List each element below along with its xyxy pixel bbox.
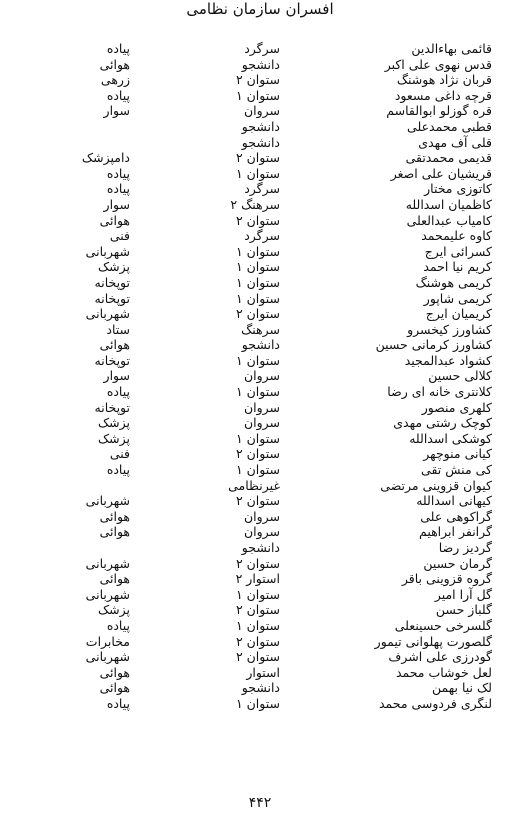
officer-rank: ستوان ۲ [235, 649, 280, 665]
officer-rank: سرگرد [244, 228, 280, 244]
roster-row [0, 400, 520, 416]
officer-name: کلهری منصور [421, 399, 492, 415]
officer-rank: ستوان ۱ [235, 274, 280, 290]
officer-rank: سروان [243, 103, 280, 119]
officer-name: گودرزی علی اشرف [388, 649, 492, 665]
officer-name: قائمی بهاءالدین [411, 41, 492, 56]
roster-row [0, 509, 520, 525]
officer-branch: پیاده [106, 462, 130, 478]
officer-branch: پزشک [97, 430, 130, 446]
officer-branch: شهربانی [85, 555, 130, 571]
roster-row [0, 696, 520, 712]
officer-rank: دانشجو [241, 56, 280, 72]
roster-row [0, 275, 520, 291]
officer-rank: ستوان ۱ [235, 695, 280, 711]
officer-branch: هوائی [99, 56, 130, 72]
roster-row [0, 103, 520, 119]
officer-rank: دانشجو [241, 134, 280, 150]
officer-rank: سروان [243, 524, 280, 540]
officer-name: کشاورز کیخسرو [407, 321, 492, 337]
roster-row [0, 57, 520, 73]
roster-row [0, 306, 520, 322]
officer-name: کوشکی اسدالله [409, 430, 492, 446]
officer-branch: پیاده [106, 384, 130, 400]
officer-branch: پزشک [97, 259, 130, 275]
roster-row [0, 150, 520, 166]
officer-rank: ستوان ۲ [235, 72, 280, 88]
roster-row [0, 166, 520, 182]
officer-branch: پیاده [106, 181, 130, 197]
officer-branch: توپخانه [94, 274, 130, 290]
officer-branch: هوائی [99, 571, 130, 587]
officer-branch: پیاده [106, 617, 130, 633]
roster-row [0, 540, 520, 556]
officer-rank: ستوان ۱ [235, 87, 280, 103]
roster-row [0, 41, 520, 57]
roster-row [0, 556, 520, 572]
officer-rank: ستوان ۱ [235, 430, 280, 446]
officer-name: قریشیان علی اصغر [390, 165, 492, 181]
roster-row [0, 665, 520, 681]
officer-rank: غیرنظامی [228, 477, 280, 493]
officer-name: کاظمیان اسدالله [405, 196, 492, 212]
roster-row [0, 244, 520, 260]
officer-rank: ستوان ۲ [235, 212, 280, 228]
officer-name: کیهانی اسدالله [416, 493, 492, 509]
officer-name: کسرائی ایرج [424, 243, 492, 259]
officer-rank: سروان [243, 415, 280, 431]
officer-rank: ستوان ۱ [235, 290, 280, 306]
roster-row [0, 649, 520, 665]
roster-row [0, 587, 520, 603]
officer-name: گروه قزوینی باقر [401, 571, 492, 587]
officer-branch: فنی [109, 446, 130, 462]
roster-row [0, 431, 520, 447]
roster-row [0, 197, 520, 213]
officer-branch: سوار [103, 196, 130, 212]
officer-branch: شهربانی [85, 586, 130, 602]
officer-branch: پیاده [106, 165, 130, 181]
officer-rank: سرگرد [244, 181, 280, 197]
officer-name: کیوان قزوینی مرتضی [380, 477, 492, 493]
officer-name: قربان نژاد هوشنگ [396, 72, 492, 88]
roster-row [0, 322, 520, 338]
officer-name: گرمان حسین [423, 555, 492, 571]
roster-row [0, 618, 520, 634]
roster-row [0, 478, 520, 494]
officer-rank: سرهنگ [241, 321, 280, 337]
officer-rank: سروان [243, 368, 280, 384]
roster-row [0, 602, 520, 618]
officer-rank: استوار ۲ [235, 571, 280, 587]
officer-name: کلالی حسین [428, 368, 492, 384]
officer-branch: هوائی [99, 524, 130, 540]
page-number: ۴۴۲ [248, 795, 272, 811]
officer-name: گل آرا امیر [434, 586, 492, 602]
officer-rank: دانشجو [241, 540, 280, 555]
roster-row [0, 446, 520, 462]
officer-name: کریمیان ایرج [425, 306, 492, 322]
officer-branch: پیاده [106, 87, 130, 103]
officer-rank: دانشجو [241, 680, 280, 696]
officer-rank: ستوان ۲ [235, 602, 280, 618]
officer-branch: دامپزشک [81, 150, 130, 166]
officer-name: لک نیا بهمن [432, 680, 492, 696]
officer-rank: ستوان ۲ [235, 633, 280, 649]
officer-branch: شهربانی [85, 649, 130, 665]
officer-branch: هوائی [99, 680, 130, 696]
officer-rank: ستوان ۱ [235, 165, 280, 181]
officer-rank: ستوان ۱ [235, 259, 280, 275]
officer-name: گرانفر ابراهیم [419, 524, 492, 540]
roster-row [0, 384, 520, 400]
officer-branch: پیاده [106, 695, 130, 711]
officer-rank: دانشجو [241, 118, 280, 134]
officer-branch: هوائی [99, 212, 130, 228]
officer-name: قره گوزلو ابوالقاسم [386, 103, 492, 119]
roster-row [0, 353, 520, 369]
officer-name: گردیز رضا [438, 540, 492, 555]
officer-branch: پزشک [97, 415, 130, 431]
officer-branch: توپخانه [94, 352, 130, 368]
roster-row [0, 228, 520, 244]
officer-rank: سروان [243, 399, 280, 415]
officer-rank: ستوان ۱ [235, 352, 280, 368]
officer-branch: توپخانه [94, 290, 130, 306]
officer-branch: هوائی [99, 337, 130, 353]
officer-name: کریمی شاپور [423, 290, 492, 306]
officer-rank: ستوان ۲ [235, 306, 280, 322]
roster-row [0, 291, 520, 307]
officer-rank: سروان [243, 508, 280, 524]
roster-row [0, 524, 520, 540]
roster-row [0, 462, 520, 478]
officer-rank: ستوان ۲ [235, 150, 280, 166]
officer-name: کیانی منوچهر [423, 446, 492, 462]
officer-name: گلباز حسن [435, 602, 492, 618]
officer-rank: ستوان ۱ [235, 586, 280, 602]
officer-name: کشاورز کرمانی حسین [375, 337, 492, 353]
officer-name: گلصورت پهلوانی تیمور [374, 633, 492, 649]
officer-rank: ستوان ۱ [235, 384, 280, 400]
officer-branch: شهربانی [85, 306, 130, 322]
officer-name: قدیمی محمدتقی [405, 150, 492, 166]
page-title: افسران سازمان نظامی [186, 0, 334, 18]
officer-roster [0, 41, 520, 712]
officer-branch: شهربانی [85, 243, 130, 259]
roster-row [0, 259, 520, 275]
officer-name: لعل خوشاب محمد [395, 664, 492, 680]
roster-row [0, 571, 520, 587]
officer-branch: ستاد [106, 321, 130, 337]
officer-branch: توپخانه [94, 399, 130, 415]
officer-branch: سوار [103, 368, 130, 384]
roster-row [0, 72, 520, 88]
officer-rank: دانشجو [241, 337, 280, 353]
officer-name: گلسرخی حسینعلی [394, 617, 492, 633]
officer-rank: سرهنگ ۲ [230, 196, 280, 212]
officer-name: کوچک رشتی مهدی [393, 415, 492, 431]
roster-row [0, 337, 520, 353]
officer-name: گراکوهی علی [420, 508, 492, 524]
officer-rank: ستوان ۲ [235, 555, 280, 571]
officer-rank: استوار [246, 664, 280, 680]
officer-name: قطبی محمدعلی [407, 118, 492, 134]
roster-row [0, 415, 520, 431]
officer-rank: ستوان ۱ [235, 243, 280, 259]
roster-row [0, 634, 520, 650]
roster-row [0, 493, 520, 509]
officer-branch: شهربانی [85, 493, 130, 509]
roster-row [0, 135, 520, 151]
officer-branch: زرهی [100, 72, 130, 88]
officer-rank: ستوان ۱ [235, 617, 280, 633]
officer-name: کاوه علیمحمد [421, 228, 492, 244]
officer-rank: ستوان ۲ [235, 446, 280, 462]
officer-rank: ستوان ۱ [235, 462, 280, 478]
officer-branch: هوائی [99, 508, 130, 524]
officer-name: کاتوزی مختار [424, 181, 492, 197]
officer-name: کامیاب عبدالعلی [406, 212, 492, 228]
officer-name: کریمی هوشنگ [415, 274, 492, 290]
officer-branch: پیاده [106, 41, 130, 56]
officer-name: کشواد عبدالمجید [404, 352, 492, 368]
roster-row [0, 88, 520, 104]
officer-name: قرچه داغی مسعود [394, 87, 492, 103]
roster-row [0, 181, 520, 197]
roster-row [0, 213, 520, 229]
officer-branch: هوائی [99, 664, 130, 680]
roster-row [0, 680, 520, 696]
officer-name: لنگری فردوسی محمد [378, 695, 492, 711]
officer-name: قدس نهوی علی اکبر [384, 56, 492, 72]
roster-row [0, 119, 520, 135]
officer-branch: مخابرات [85, 633, 130, 649]
officer-name: قلی آف مهدی [418, 134, 492, 150]
officer-rank: ستوان ۲ [235, 493, 280, 509]
officer-name: کی منش تقی [421, 462, 492, 478]
officer-branch: فنی [109, 228, 130, 244]
officer-name: کلانتری خانه ای رضا [387, 384, 492, 400]
officer-branch: سوار [103, 103, 130, 119]
officer-rank: سرگرد [244, 41, 280, 56]
roster-row [0, 368, 520, 384]
officer-name: کریم نیا احمد [423, 259, 492, 275]
officer-branch: پزشک [97, 602, 130, 618]
